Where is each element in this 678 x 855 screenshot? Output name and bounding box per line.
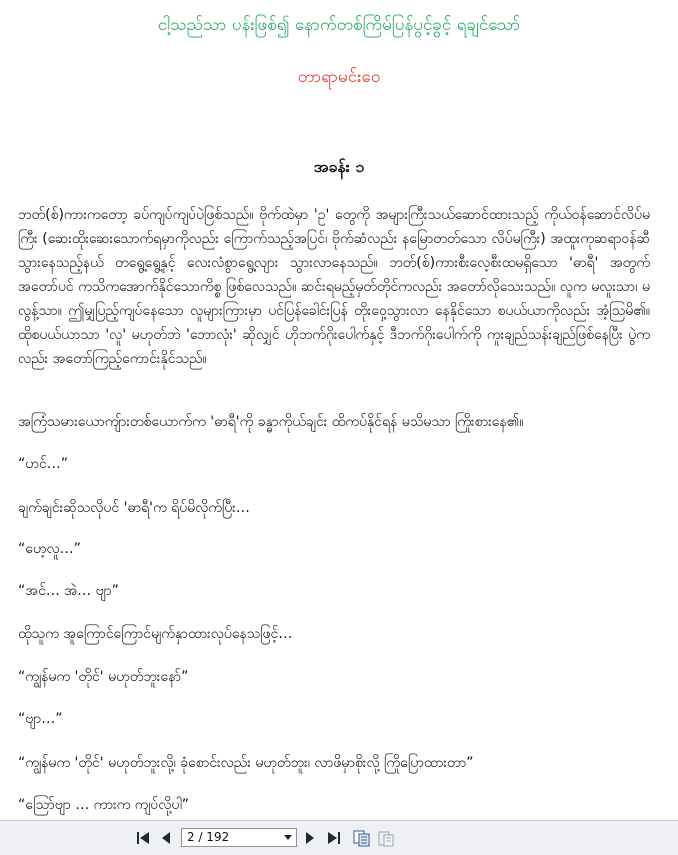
previous-page-button[interactable] — [156, 828, 176, 848]
dialogue-line: ချက်ချင်းဆိုသလိုပင် 'ဓာရီ'က ရိပ်မိလိုက်ပြီး… — [18, 500, 250, 516]
next-page-button[interactable] — [300, 828, 320, 848]
dialogue-line: “ဟေ့လူ…” — [18, 541, 81, 557]
dialogue-line: “သြော်ဗျာ … ကားက ကျပ်လို့ပါ” — [18, 797, 190, 813]
book-title: ငါ့သည်သာ ပန်းဖြစ်၍ နောက်တစ်ကြိမ်ပြန်ပွင့်ခွင့် ရချင်သော် — [157, 15, 521, 35]
navigation-toolbar — [0, 820, 678, 855]
next-page-icon — [304, 831, 316, 845]
paragraph-1: ဘတ်(စ်)ကားကတော့ ခပ်ကျပ်ကျပ်ပဲဖြစ်သည်။ ဗိုက်ထဲမှာ 'ဥ' တွေကို အများကြီးသယ်ဆောင်ထားသည့် ကိုယ်ဝန်ဆောင်လိပ်မကြီး (ဆေးထိုးဆေးသောက်ရမှာကိုလည်း ကြောက်သည့်အပြင်၊ ဗိုက်ဆံလည်း နမြောတတ်သော လိပ်မကြီး) အထူးကုဆရာဝန်ဆီ သွားနေသည့်နယ် တရွေ့ရွေ့နှင့် လေးလံစွာရွေ့လျား သွားလာနေသည်။ ဘတ်(စ်)ကားစီးလေ့စီးထမရှိသော 'ဓာရီ' အတွက် အတော်ပင် ကသိကအောက်နိုင်သောကိစ္စ ဖြစ်လေသည်။ ဆင်းရမည့်မှတ်တိုင်ကလည်း အတော်လိုသေးသည်။ လူက မလူးသာ၊ မလွန့်သာ။ ဤမျှပြည့်ကျပ်နေသော လူများကြားမှာ ပင်ပြန်ခေါင်းပြန် တိုးဝှေ့သွားလာ နေနိုင်သော စပယ်ယာကိုလည်း အံ့ဩမိ၏။ ထိုစပယ်ယာသာ 'လူ' မဟုတ်ဘဲ 'ဘောလုံး' ဆိုလျှင် ဟိုဘက်ဂိုးပေါက်နှင့် ဒီဘက်ဂိုးပေါက်ကို ကူးချည်သန်းချည်ဖြစ်နေပြီး ပွဲကလည်း အတော်ကြည့်ကောင်းနိုင်သည်။ — [18, 207, 650, 367]
chapter-heading: အခန်း ၁ — [313, 157, 365, 176]
dialogue-line: “ကျွန်မက 'တိုင်' မဟုတ်ဘူးလို့၊ ခုံစောင်းလည်း မဟုတ်ဘူး၊ လာဖိမှာစိုးလို့ ကြိုပြောထားတာ” — [18, 755, 474, 771]
dialogue-line: “ကျွန်မက 'တိုင်' မဟုတ်ဘူးနော်” — [18, 669, 189, 685]
book-author: တာရာမင်းဝေ — [297, 67, 381, 87]
previous-page-icon — [160, 831, 172, 845]
copy-button[interactable] — [352, 828, 372, 848]
copy-icon — [353, 829, 371, 847]
dialogue-line: “အင်… အဲ… ဗျာ” — [18, 583, 119, 599]
first-page-button[interactable] — [133, 828, 153, 848]
page-number-select[interactable] — [181, 828, 297, 847]
chevron-down-icon — [284, 835, 292, 840]
last-page-button[interactable] — [324, 828, 344, 848]
last-page-icon — [326, 831, 342, 845]
dialogue-line: “ဟင်…” — [18, 456, 68, 472]
paste-button[interactable] — [376, 828, 396, 848]
dialogue-line: “ဗျာ…” — [18, 711, 63, 727]
paste-icon — [377, 829, 395, 847]
paragraph-2: အကြံသမားယောကျ်ားတစ်ယောက်က 'ဓာရီ'ကို ခန္ဓာကိုယ်ချင်း ထိကပ်နိုင်ရန် မသိမသာ ကြိုးစားနေ၏။ — [18, 414, 524, 430]
first-page-icon — [135, 831, 151, 845]
page-number-value: 2 / 192 — [187, 830, 230, 844]
dialogue-line: ထိုသူက အူကြောင်ကြောင်မျက်နှာထားလုပ်နေသဖြင့်… — [18, 626, 293, 642]
